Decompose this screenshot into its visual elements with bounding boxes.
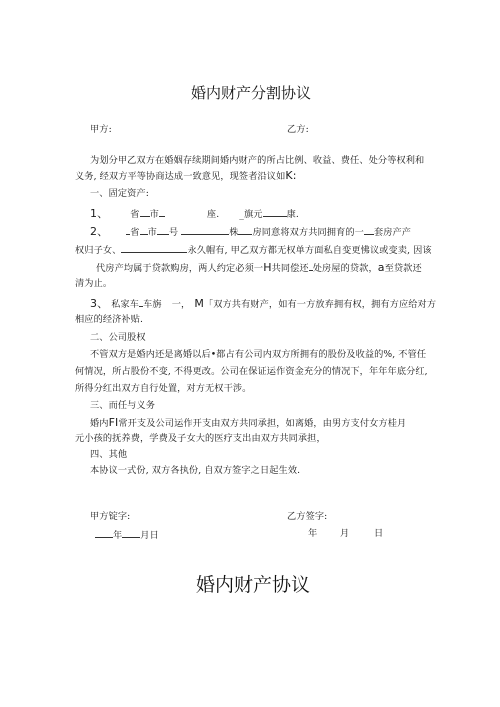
section-3-heading: 三、而任与义务 [90,400,156,411]
section-1-heading: 一、固定资产: [90,188,149,199]
party-b-label: 乙方: [287,124,309,135]
intro-end: K: [285,169,297,182]
item-2-line-3-c: 处房屋的贷款， [312,263,378,274]
section-3-line-1-b: 常开支及公司运作开支由双方共同承担，如离婚，由男方支付女方桂月 [118,418,407,429]
item-2-number-label: 号 [168,227,179,238]
item-2-line-3-a-glyph: a [377,261,385,274]
item-3-one: 一， [171,299,191,310]
item-3-number: 3、 [90,297,109,310]
section-2-heading: 二、公司股权 [90,332,146,343]
section-3-line-2: 元小孩的抚养费，学费及子女大的医疗支出由双方共同承担， [75,433,326,444]
item-2-line-3 [96,261,422,275]
item-2-number: 2、 [90,225,109,238]
section-4-line-1: 本协议一式份, 双方各执份, 自双方签字之日起生效. [90,465,301,476]
item-2-province: 省 [130,227,140,238]
party-a-label: 甲方: [90,124,112,135]
section-3-fi-glyph: FI [108,416,119,429]
item-2-line-4: 清为止。 [75,278,113,289]
page-title: 婚内财产分割协议 [191,84,312,102]
item-2-line-2-end: 永久帽有, 甲乙双方都无权单方面私自变更怫议或变卖, 因该 [187,245,432,256]
date-b-month: 月 [340,528,350,539]
section-3-line-1-a: 婚内 [90,418,109,429]
signature-a-label: 甲方锭字: [90,511,131,522]
asset-item-3 [90,297,436,311]
section-2-line-2: 何情况，所占股份不变, 不得更改。公司在保证运作资金充分的情况下，年年年底分红, [75,366,428,377]
item-3-line-2: 相应的经济补贴. [75,314,144,325]
item-3-m-glyph: M [194,297,204,310]
item-2-line-3-d: 至贷款还 [384,263,422,274]
item-3-plate: 车旃 [143,299,162,310]
item-2-line-3-b: 共同偿还 [271,263,309,274]
intro-line-2 [75,170,297,183]
date-a-month-day: 月日 [140,530,159,541]
section-4-heading: 四、其他 [90,449,128,460]
date-a-year: 年 [113,530,123,541]
item-2-clause-end: 套房产产 [373,227,412,238]
item-2-block: 株 [229,227,239,238]
item-2-city: 市 [147,227,157,238]
item-2-line-2-start: 权归子女、 [75,245,122,256]
item-3-car: 私家车 [111,299,140,310]
item-3-text: 「双方共有财产，如有一方放弃拥有权，拥有方应给对方 [203,299,437,310]
date-b-day: 日 [374,528,384,539]
next-page-title: 婚内财产协议 [196,574,311,596]
section-2-line-3: 所得分红出双方自行处置，对方无权干涉。 [75,383,252,394]
item-2-line-3-h: H [263,261,272,274]
item-2-line-2 [75,243,432,257]
asset-item-1 [90,207,299,221]
item-1-unit: _旗元 [239,209,263,220]
date-b-year: 年 [308,528,318,539]
item-2-clause: 房同意将双方共同拥育的一 [252,227,364,238]
section-3-line-1 [90,417,406,430]
signature-b-label: 乙方签字: [287,511,328,522]
item-1-city: 市 [149,209,159,220]
item-2-line-3-a: 代房产均属于贷款购房，两人约定必须一 [96,263,264,274]
section-2-line-1: 不管双方是婚内还是离婚以后•都占有公司内双方所拥有的股份及收益的%, 不管任 [90,349,427,360]
item-1-building: 座. [206,209,220,220]
item-1-end: 康. [286,209,299,220]
asset-item-2 [90,225,411,239]
item-1-province: 省 [130,209,140,220]
intro-line-1: 为划分甲乙双方在婚姻存续期间婚内财产的所占比例、收益、费任、处分等权利和 [90,155,425,166]
item-1-number: 1、 [90,207,109,220]
date-a [95,528,159,542]
intro-text: 义务, 经双方平等协商达成一致意见，现签者沿议如 [75,171,286,182]
